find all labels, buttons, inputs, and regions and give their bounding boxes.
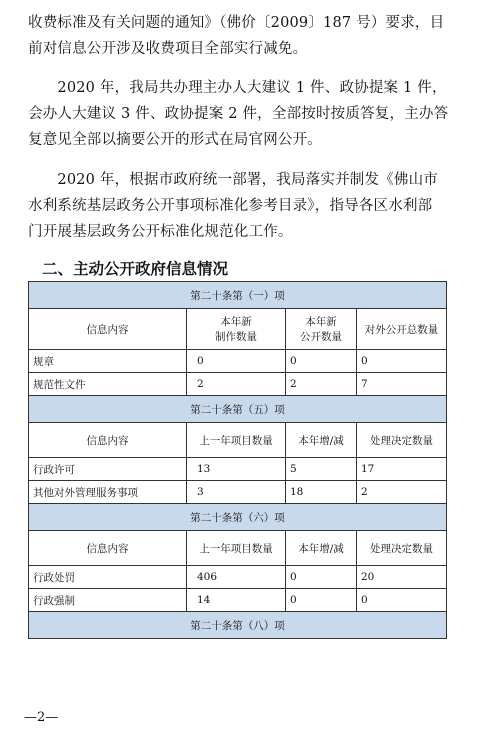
table-section-header xyxy=(29,612,447,639)
table-row xyxy=(29,373,447,396)
column-header: 信息内容 xyxy=(29,423,187,458)
table-cell: 18 xyxy=(286,481,357,504)
table-header-row xyxy=(29,531,447,566)
table-cell: 0 xyxy=(286,589,357,612)
table-row xyxy=(29,566,447,589)
table-header-row xyxy=(29,423,447,458)
paragraph-1 xyxy=(28,10,464,62)
table-cell: 5 xyxy=(286,458,357,481)
table-cell: 0 xyxy=(357,589,447,612)
column-header: 本年增/减 xyxy=(286,531,357,566)
paragraph-line: 复意见全部以摘要公开的形式在局官网公开。 xyxy=(28,132,322,148)
column-header: 处理决定数量 xyxy=(357,531,447,566)
section-title: 第二十条第（一）项 xyxy=(29,282,447,309)
column-header: 本年增/减 xyxy=(286,423,357,458)
table-row xyxy=(29,350,447,373)
column-header: 上一年项目数量 xyxy=(187,423,286,458)
table-header-row xyxy=(29,309,447,350)
section-title: 第二十条第（八）项 xyxy=(29,612,447,639)
page-number: —2— xyxy=(24,710,59,725)
paragraph-line: 收费标准及有关问题的通知》（佛价〔2009〕187 号）要求，目 xyxy=(28,15,445,31)
column-header: 本年新 制作数量 xyxy=(187,309,286,350)
table-cell: 14 xyxy=(187,589,286,612)
table-cell: 2 xyxy=(357,481,447,504)
table-cell: 0 xyxy=(286,350,357,373)
table-cell: 规范性文件 xyxy=(29,373,187,396)
paragraph-line: 2020 年，根据市政府统一部署，我局落实并制发《佛山市 xyxy=(28,172,439,188)
section-title: 第二十条第（五）项 xyxy=(29,396,447,423)
section-heading: 二、主动公开政府信息情况 xyxy=(42,260,229,278)
table-cell: 3 xyxy=(187,481,286,504)
table-cell: 17 xyxy=(357,458,447,481)
column-header: 对外公开总数量 xyxy=(357,309,447,350)
table-section-header xyxy=(29,396,447,423)
table-cell: 7 xyxy=(357,373,447,396)
table-row xyxy=(29,589,447,612)
table-cell: 406 xyxy=(187,566,286,589)
column-header: 处理决定数量 xyxy=(357,423,447,458)
paragraph-3 xyxy=(28,167,464,245)
paragraph-line: 水利系统基层政务公开事项标准化参考目录》，指导各区水利部 xyxy=(28,198,433,214)
section-title: 第二十条第（六）项 xyxy=(29,504,447,531)
paragraph-line: 前对信息公开涉及收费项目全部实行减免。 xyxy=(28,41,308,57)
table-cell: 行政处罚 xyxy=(29,566,187,589)
table-cell: 20 xyxy=(357,566,447,589)
table-cell: 行政强制 xyxy=(29,589,187,612)
paragraph-line: 门开展基层政务公开标准化规范化工作。 xyxy=(28,224,293,240)
info-table xyxy=(28,281,447,639)
paragraph-2 xyxy=(28,75,464,153)
table-cell: 规章 xyxy=(29,350,187,373)
paragraph-line: 会办人大建议 3 件、政协提案 2 件，全部按时按质答复，主办答 xyxy=(28,106,449,122)
column-header: 信息内容 xyxy=(29,531,187,566)
table-cell: 其他对外管理服务事项 xyxy=(29,481,187,504)
column-header: 上一年项目数量 xyxy=(187,531,286,566)
column-header: 信息内容 xyxy=(29,309,187,350)
table-cell: 0 xyxy=(357,350,447,373)
table-cell: 2 xyxy=(286,373,357,396)
table-section-header xyxy=(29,504,447,531)
table-section-header xyxy=(29,282,447,309)
table-row xyxy=(29,481,447,504)
table-cell: 行政许可 xyxy=(29,458,187,481)
table-cell: 0 xyxy=(286,566,357,589)
table-cell: 0 xyxy=(187,350,286,373)
paragraph-line: 2020 年，我局共办理主办人大建议 1 件、政协提案 1 件， xyxy=(28,80,447,96)
column-header: 本年新 公开数量 xyxy=(286,309,357,350)
table-cell: 2 xyxy=(187,373,286,396)
table-row xyxy=(29,458,447,481)
table-cell: 13 xyxy=(187,458,286,481)
